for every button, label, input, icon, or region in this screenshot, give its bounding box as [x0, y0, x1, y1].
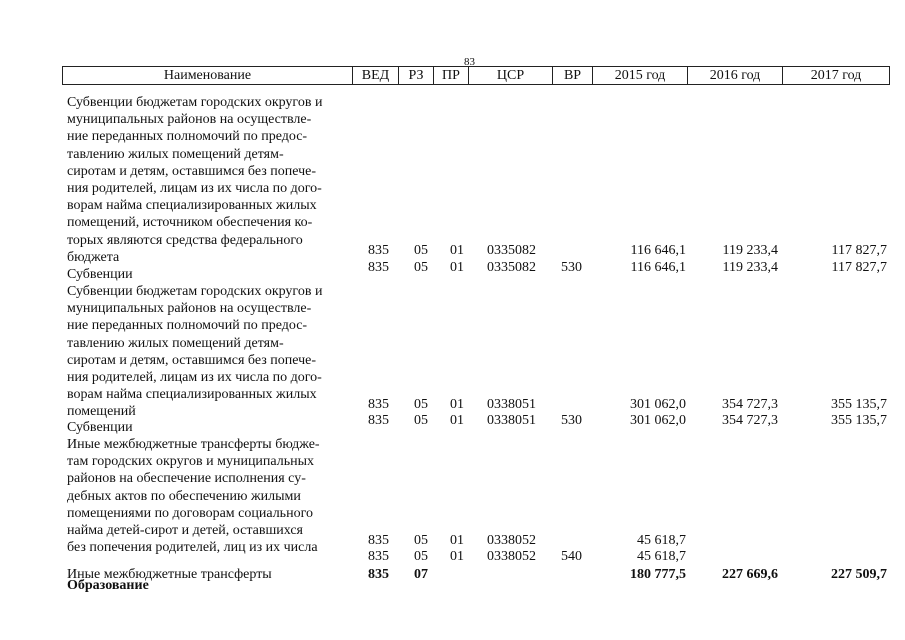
row-0-name-line: муниципальных районов на осуществле-	[67, 112, 312, 128]
row-2-y2017: 355 135,7	[831, 397, 887, 412]
row-0-y2015: 116 646,1	[630, 243, 686, 258]
row-0-name	[67, 94, 352, 266]
row-3-pr: 01	[450, 413, 464, 428]
row-2-rz: 05	[414, 397, 428, 412]
row-1-rz: 05	[414, 260, 428, 275]
header-2016: 2016 год	[688, 67, 783, 84]
row-5-rz: 05	[414, 549, 428, 564]
row-2-name-line: сиротам и детям, оставшимся без попече-	[67, 352, 317, 368]
row-3-y2017: 355 135,7	[831, 413, 887, 428]
row-6-name	[67, 577, 352, 594]
row-4-name	[67, 436, 352, 556]
row-4-name-line: найма детей-сирот и детей, оставшихся	[67, 523, 303, 539]
row-1-pr: 01	[450, 260, 464, 275]
row-3-ved: 835	[368, 413, 389, 428]
row-4-pr: 01	[450, 533, 464, 548]
row-0-name-line: ния родителей, лицам из их числа по дого-	[67, 181, 322, 197]
row-1-csr: 0335082	[487, 260, 536, 275]
row-4-name-line: дебных актов по обеспечению жилыми	[67, 488, 301, 504]
row-0-name-line: торых являются средства федерального	[67, 232, 303, 248]
row-0-name-line: помещений, источником обеспечения ко-	[67, 215, 313, 231]
row-1-vr: 530	[561, 260, 582, 275]
row-6-ved: 835	[368, 567, 389, 582]
row-0-csr: 0335082	[487, 243, 536, 258]
row-4-name-line: без попечения родителей, лиц из их числа	[67, 540, 318, 556]
row-0-name-line: ворам найма специализированных жилых	[67, 198, 317, 214]
row-2-pr: 01	[450, 397, 464, 412]
row-2-name-line: муниципальных районов на осуществле-	[67, 301, 312, 317]
row-5-csr: 0338052	[487, 549, 536, 564]
row-6-y2016: 227 669,6	[722, 567, 778, 582]
row-2-name-line: ние переданных полномочий по предос-	[67, 318, 308, 334]
row-0-name-line: Субвенции бюджетам городских округов и	[67, 95, 323, 110]
row-0-rz: 05	[414, 243, 428, 258]
row-1-name	[67, 266, 352, 283]
header-name: Наименование	[63, 67, 353, 84]
row-0-ved: 835	[368, 243, 389, 258]
row-2-y2015: 301 062,0	[630, 397, 686, 412]
row-1-name-line: Субвенции	[67, 267, 133, 282]
row-1-y2015: 116 646,1	[630, 260, 686, 275]
row-3-csr: 0338051	[487, 413, 536, 428]
row-5-vr: 540	[561, 549, 582, 564]
row-6-y2015: 180 777,5	[630, 567, 686, 582]
row-4-name-line: районов на обеспечение исполнения су-	[67, 471, 306, 487]
row-5-name-line: Иные межбюджетные трансферты	[67, 567, 272, 582]
row-0-name-line: тавлению жилых помещений детям-	[67, 146, 284, 162]
row-4-csr: 0338052	[487, 533, 536, 548]
row-2-name-line: Субвенции бюджетам городских округов и	[67, 284, 323, 299]
row-4-y2015: 45 618,7	[637, 533, 686, 548]
row-2-name	[67, 283, 352, 421]
row-0-y2017: 117 827,7	[831, 243, 887, 258]
row-0-name-line: ние переданных полномочий по предос-	[67, 129, 308, 145]
row-3-vr: 530	[561, 413, 582, 428]
row-4-name-line: помещениями по договорам социального	[67, 505, 313, 521]
row-6-name-line: Образование	[67, 578, 149, 593]
header-csr: ЦСР	[469, 67, 553, 84]
header-rz: РЗ	[399, 67, 434, 84]
row-4-ved: 835	[368, 533, 389, 548]
row-6-rz: 07	[414, 567, 428, 582]
row-0-name-line: сиротам и детям, оставшимся без попече-	[67, 163, 317, 179]
row-3-name-line: Субвенции	[67, 420, 133, 435]
row-5-y2015: 45 618,7	[637, 549, 686, 564]
row-5-pr: 01	[450, 549, 464, 564]
row-2-name-line: помещений	[67, 404, 136, 420]
row-3-name	[67, 419, 352, 436]
header-2017: 2017 год	[810, 68, 862, 83]
row-1-y2017: 117 827,7	[831, 260, 887, 275]
page-number: 83	[464, 56, 475, 68]
row-2-name-line: ворам найма специализированных жилых	[67, 387, 317, 403]
row-3-y2015: 301 062,0	[630, 413, 686, 428]
header-ved: ВЕД	[353, 67, 399, 84]
row-2-y2016: 354 727,3	[722, 397, 778, 412]
row-1-ved: 835	[368, 260, 389, 275]
header-pr: ПР	[434, 67, 469, 84]
row-2-ved: 835	[368, 397, 389, 412]
row-5-ved: 835	[368, 549, 389, 564]
row-4-rz: 05	[414, 533, 428, 548]
row-2-name-line: ния родителей, лицам из их числа по дого-	[67, 370, 322, 386]
row-3-y2016: 354 727,3	[722, 413, 778, 428]
row-0-name-line: бюджета	[67, 249, 120, 265]
header-vr: ВР	[553, 67, 593, 84]
header-2015: 2015 год	[593, 67, 688, 84]
row-2-csr: 0338051	[487, 397, 536, 412]
row-0-pr: 01	[450, 243, 464, 258]
row-1-y2016: 119 233,4	[722, 260, 778, 275]
row-2-name-line: тавлению жилых помещений детям-	[67, 335, 284, 351]
row-4-name-line: Иные межбюджетные трансферты бюдже-	[67, 437, 320, 452]
row-3-rz: 05	[414, 413, 428, 428]
row-0-y2016: 119 233,4	[722, 243, 778, 258]
row-4-name-line: там городских округов и муниципальных	[67, 454, 315, 470]
row-6-y2017: 227 509,7	[831, 567, 887, 582]
